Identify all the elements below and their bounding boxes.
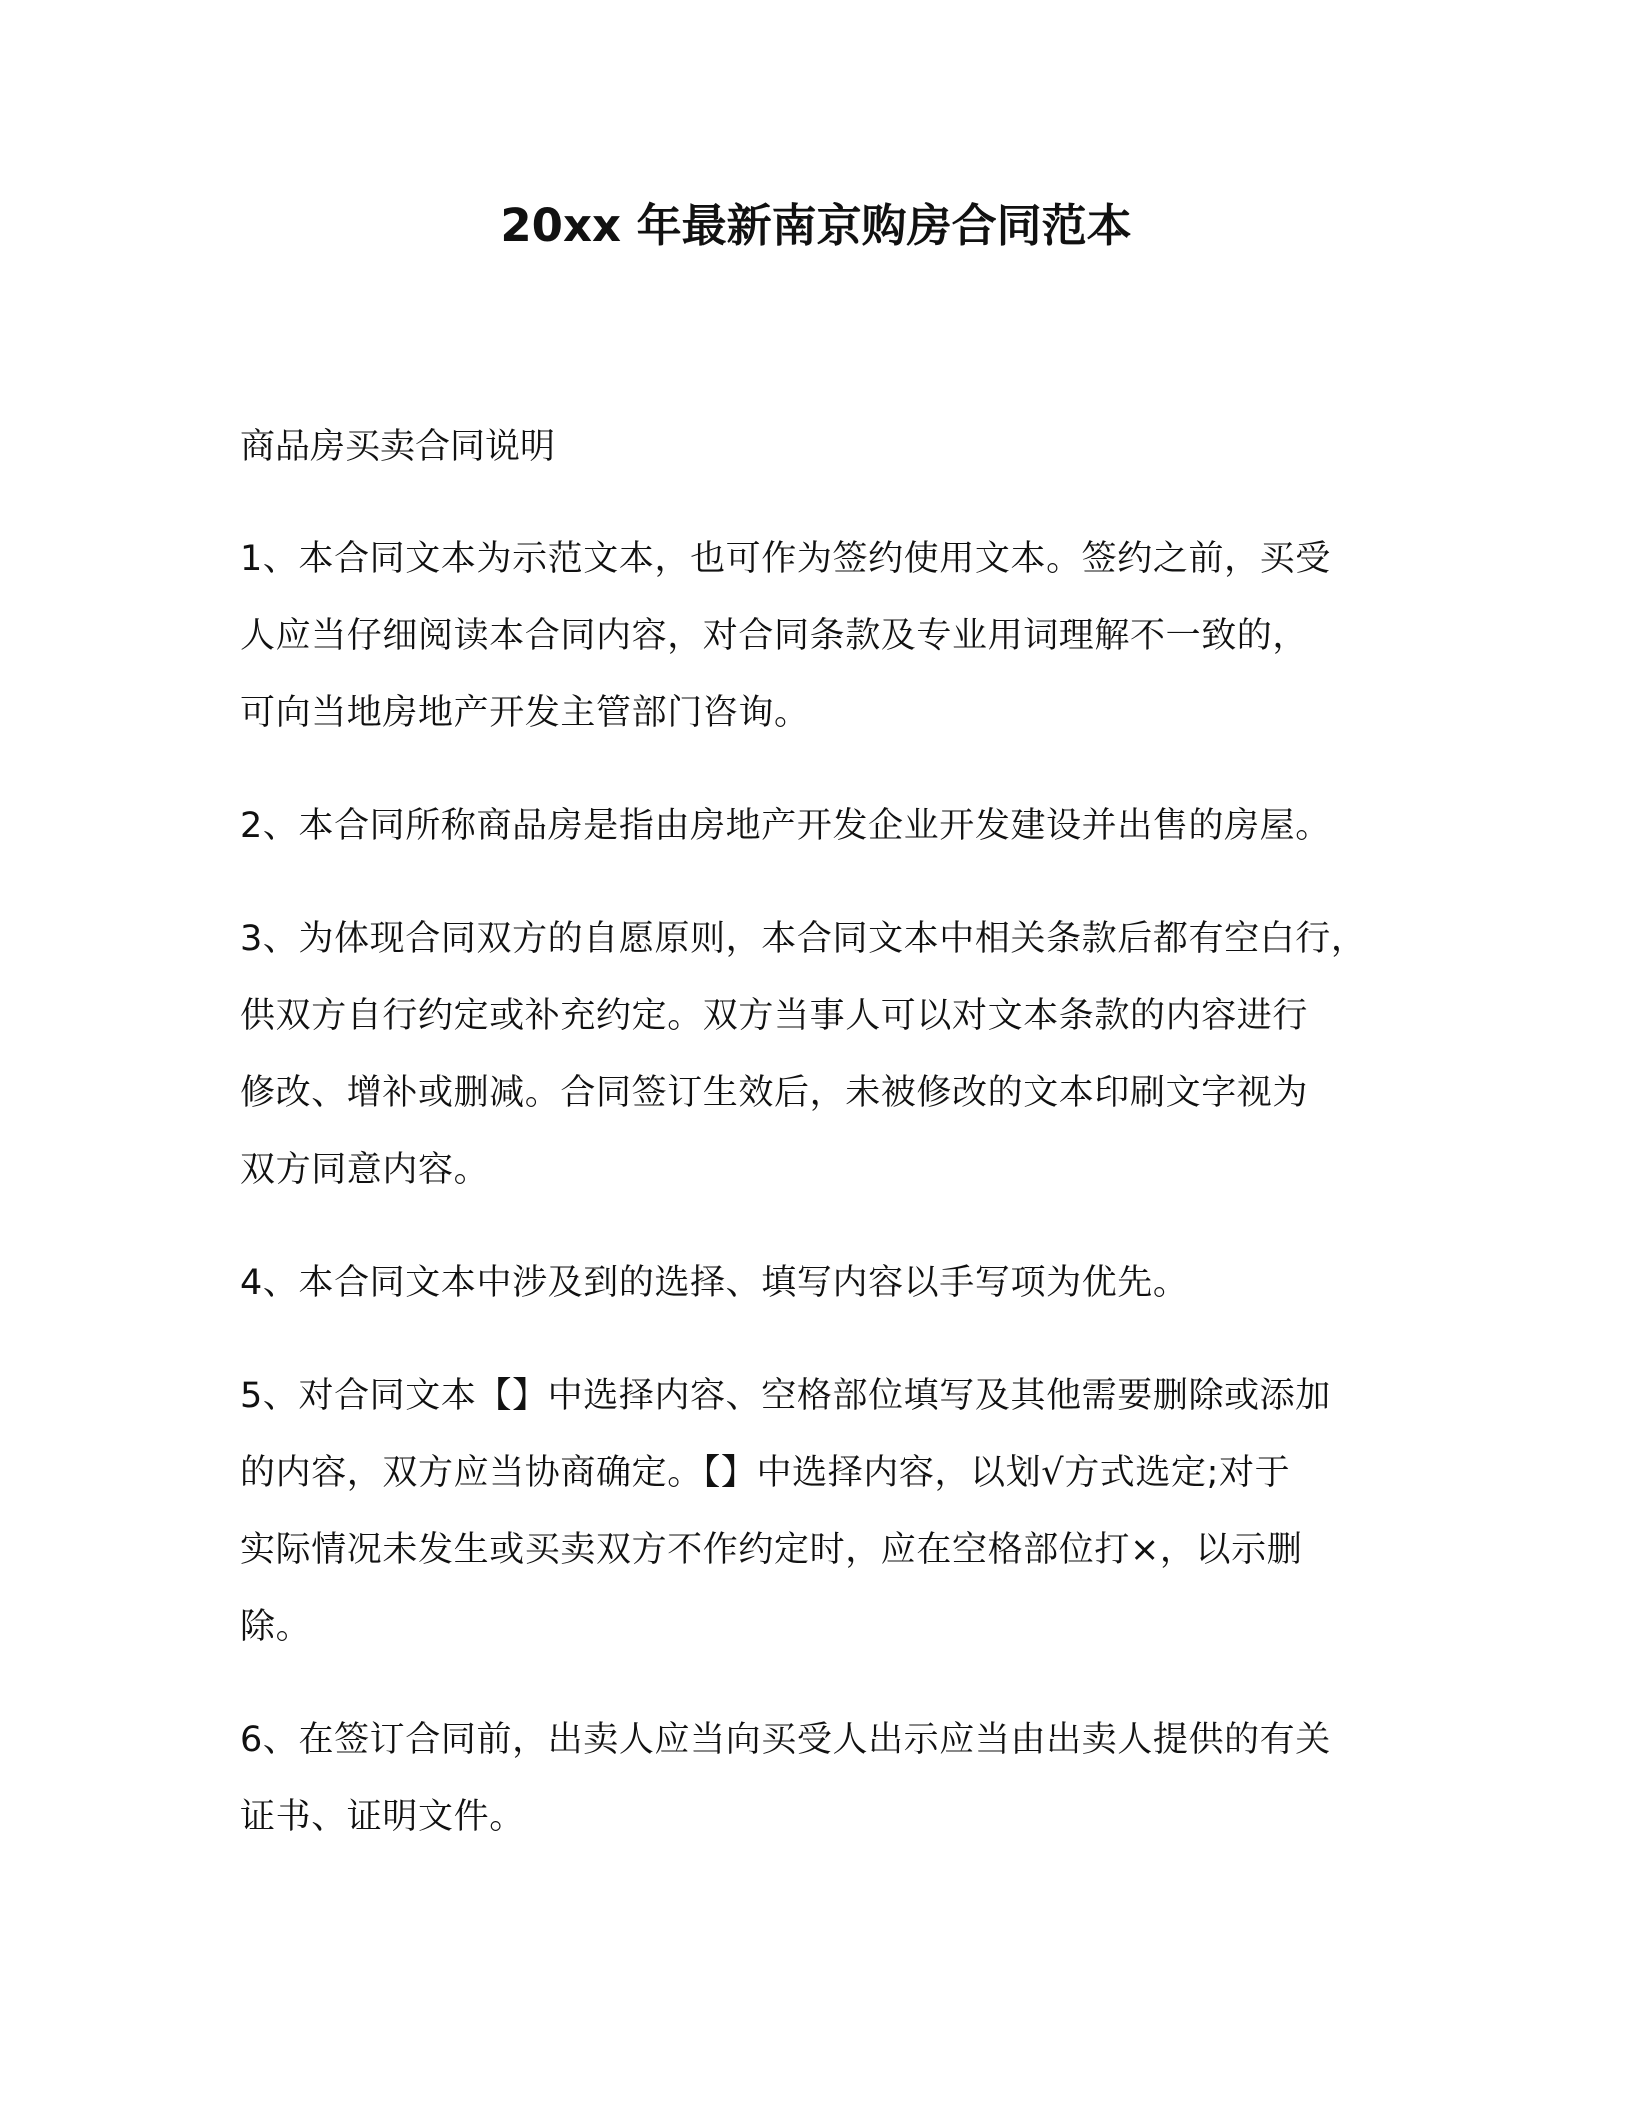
paragraph-line: 除。 (240, 1607, 312, 1647)
paragraph-line: 6、在签订合同前，出卖人应当向买受人出示应当由出卖人提供的有关 (240, 1720, 1331, 1760)
paragraph-line: 双方同意内容。 (240, 1150, 490, 1190)
paragraph-line: 可向当地房地产开发主管部门咨询。 (240, 693, 810, 733)
paragraph-line: 2、本合同所称商品房是指由房地产开发企业开发建设并出售的房屋。 (240, 806, 1331, 846)
paragraph-6 (240, 1702, 1408, 1856)
paragraph-line: 证书、证明文件。 (240, 1797, 525, 1837)
section-heading: 商品房买卖合同说明 (240, 427, 556, 467)
paragraph-line: 3、为体现合同双方的自愿原则，本合同文本中相关条款后都有空白行， (240, 919, 1367, 959)
paragraph-line: 4、本合同文本中涉及到的选择、填写内容以手写项为优先。 (240, 1263, 1189, 1303)
document-body (240, 418, 1408, 1892)
paragraph-5 (240, 1358, 1408, 1666)
paragraph-line: 的内容，双方应当协商确定。【】中选择内容，以划√方式选定;对于 (240, 1453, 1291, 1493)
paragraph-1 (240, 521, 1408, 752)
paragraph-2 (240, 788, 1408, 865)
paragraph-line: 修改、增补或删减。合同签订生效后，未被修改的文本印刷文字视为 (240, 1073, 1309, 1113)
paragraph-line: 供双方自行约定或补充约定。双方当事人可以对文本条款的内容进行 (240, 996, 1309, 1036)
paragraph-line: 1、本合同文本为示范文本，也可作为签约使用文本。签约之前，买受 (240, 539, 1331, 579)
paragraph-line: 5、对合同文本【】中选择内容、空格部位填写及其他需要删除或添加 (240, 1376, 1331, 1416)
document-title: 20xx 年最新南京购房合同范本 (500, 199, 1132, 252)
paragraph-line: 人应当仔细阅读本合同内容，对合同条款及专业用词理解不一致的， (240, 616, 1309, 656)
paragraph-line: 实际情况未发生或买卖双方不作约定时，应在空格部位打×，以示删 (240, 1530, 1303, 1570)
paragraph-3 (240, 901, 1408, 1209)
paragraph-4 (240, 1245, 1408, 1322)
